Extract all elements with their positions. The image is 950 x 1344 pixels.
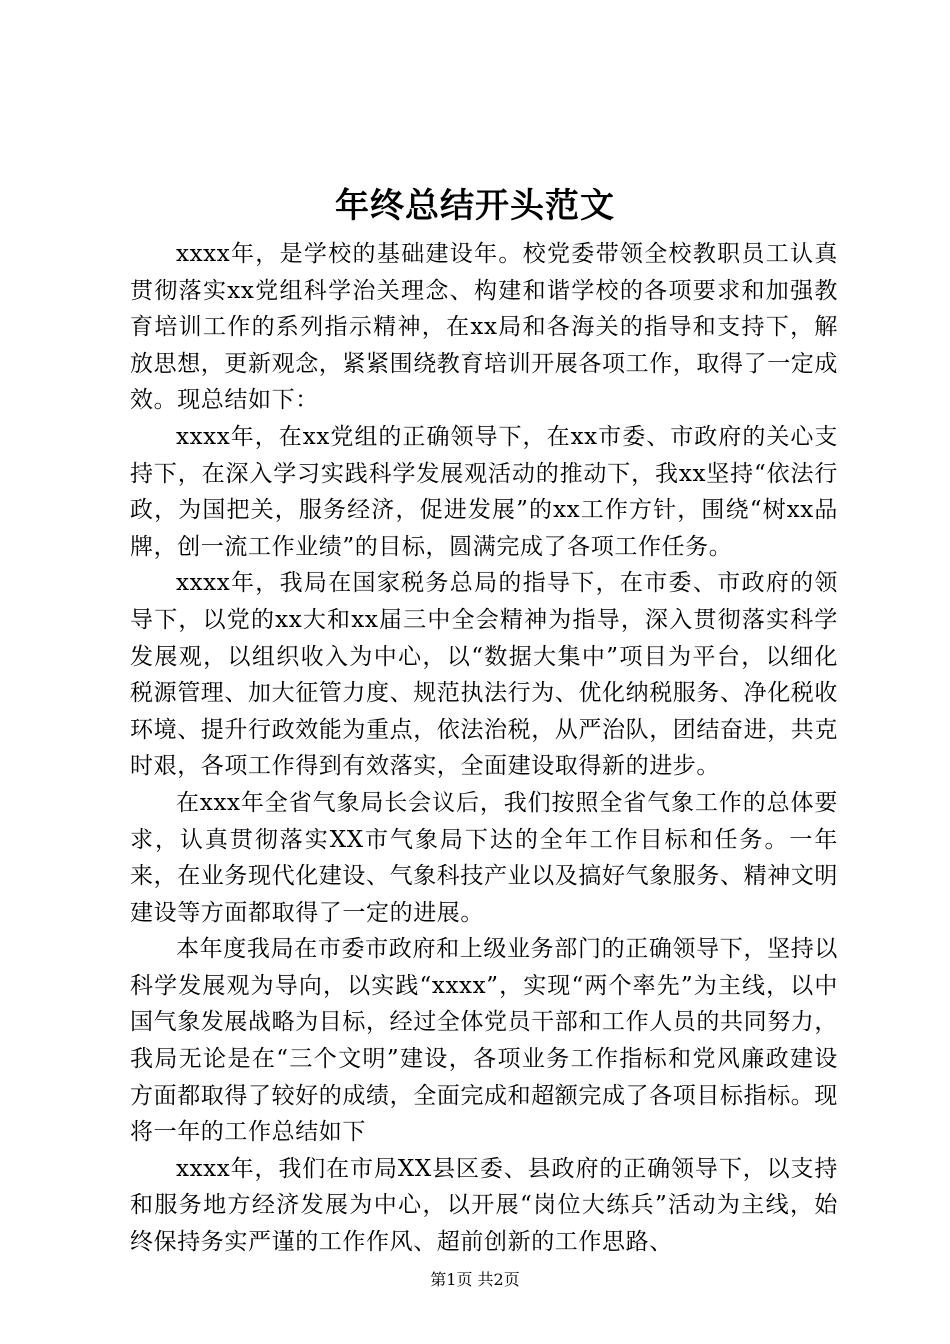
document-title: 年终总结开头范文 <box>335 186 615 226</box>
paragraph: xxxx年，是学校的基础建设年。校党委带领全校教职员工认真贯彻落实xx党组科学治关理念、构建和谐学校的各项要求和加强教育培训工作的系列指示精神，在xx局和各海关的指导和支持下，解放思想，更新观念，紧紧围绕教育培训开展各项工作，取得了一定成效。现总结如下： <box>130 241 838 414</box>
paragraph: xxxx年，在xx党组的正确领导下，在xx市委、市政府的关心支持下，在深入学习实践科学发展观活动的推动下，我xx坚持“依法行政，为国把关，服务经济，促进发展”的xx工作方针，围绕“树xx品牌，创一流工作业绩”的目标，圆满完成了各项工作任务。 <box>130 423 838 560</box>
paragraph: 本年度我局在市委市政府和上级业务部门的正确领导下，坚持以科学发展观为导向，以实践“xxxx”，实现“两个率先”为主线，以中国气象发展战略为目标，经过全体党员干部和工作人员的共同努力，我局无论是在“三个文明”建设，各项业务工作指标和党风廉政建设方面都取得了较好的成绩，全面完成和超额完成了各项目标指标。现将一年的工作总结如下 <box>130 936 838 1146</box>
paragraph: 在xxx年全省气象局长会议后，我们按照全省气象工作的总体要求，认真贯彻落实XX市气象局下达的全年工作目标和任务。一年来，在业务现代化建设、气象科技产业以及搞好气象服务、精神文明建设等方面都取得了一定的进展。 <box>130 789 838 926</box>
document-body <box>130 236 838 1261</box>
page-footer: 第1页 共2页 <box>430 1270 520 1289</box>
paragraph: xxxx年，我局在国家税务总局的指导下，在市委、市政府的领导下，以党的xx大和xx届三中全会精神为指导，深入贯彻落实科学发展观，以组织收入为中心，以“数据大集中”项目为平台，以细化税源管理、加大征管力度、规范执法行为、优化纳税服务、净化税收环境、提升行政效能为重点，依法治税，从严治队，团结奋进，共克时艰，各项工作得到有效落实，全面建设取得新的进步。 <box>130 570 838 780</box>
paragraph: xxxx年，我们在市局XX县区委、县政府的正确领导下，以支持和服务地方经济发展为中心，以开展“岗位大练兵”活动为主线，始终保持务实严谨的工作作风、超前创新的工作思路、 <box>130 1155 838 1256</box>
